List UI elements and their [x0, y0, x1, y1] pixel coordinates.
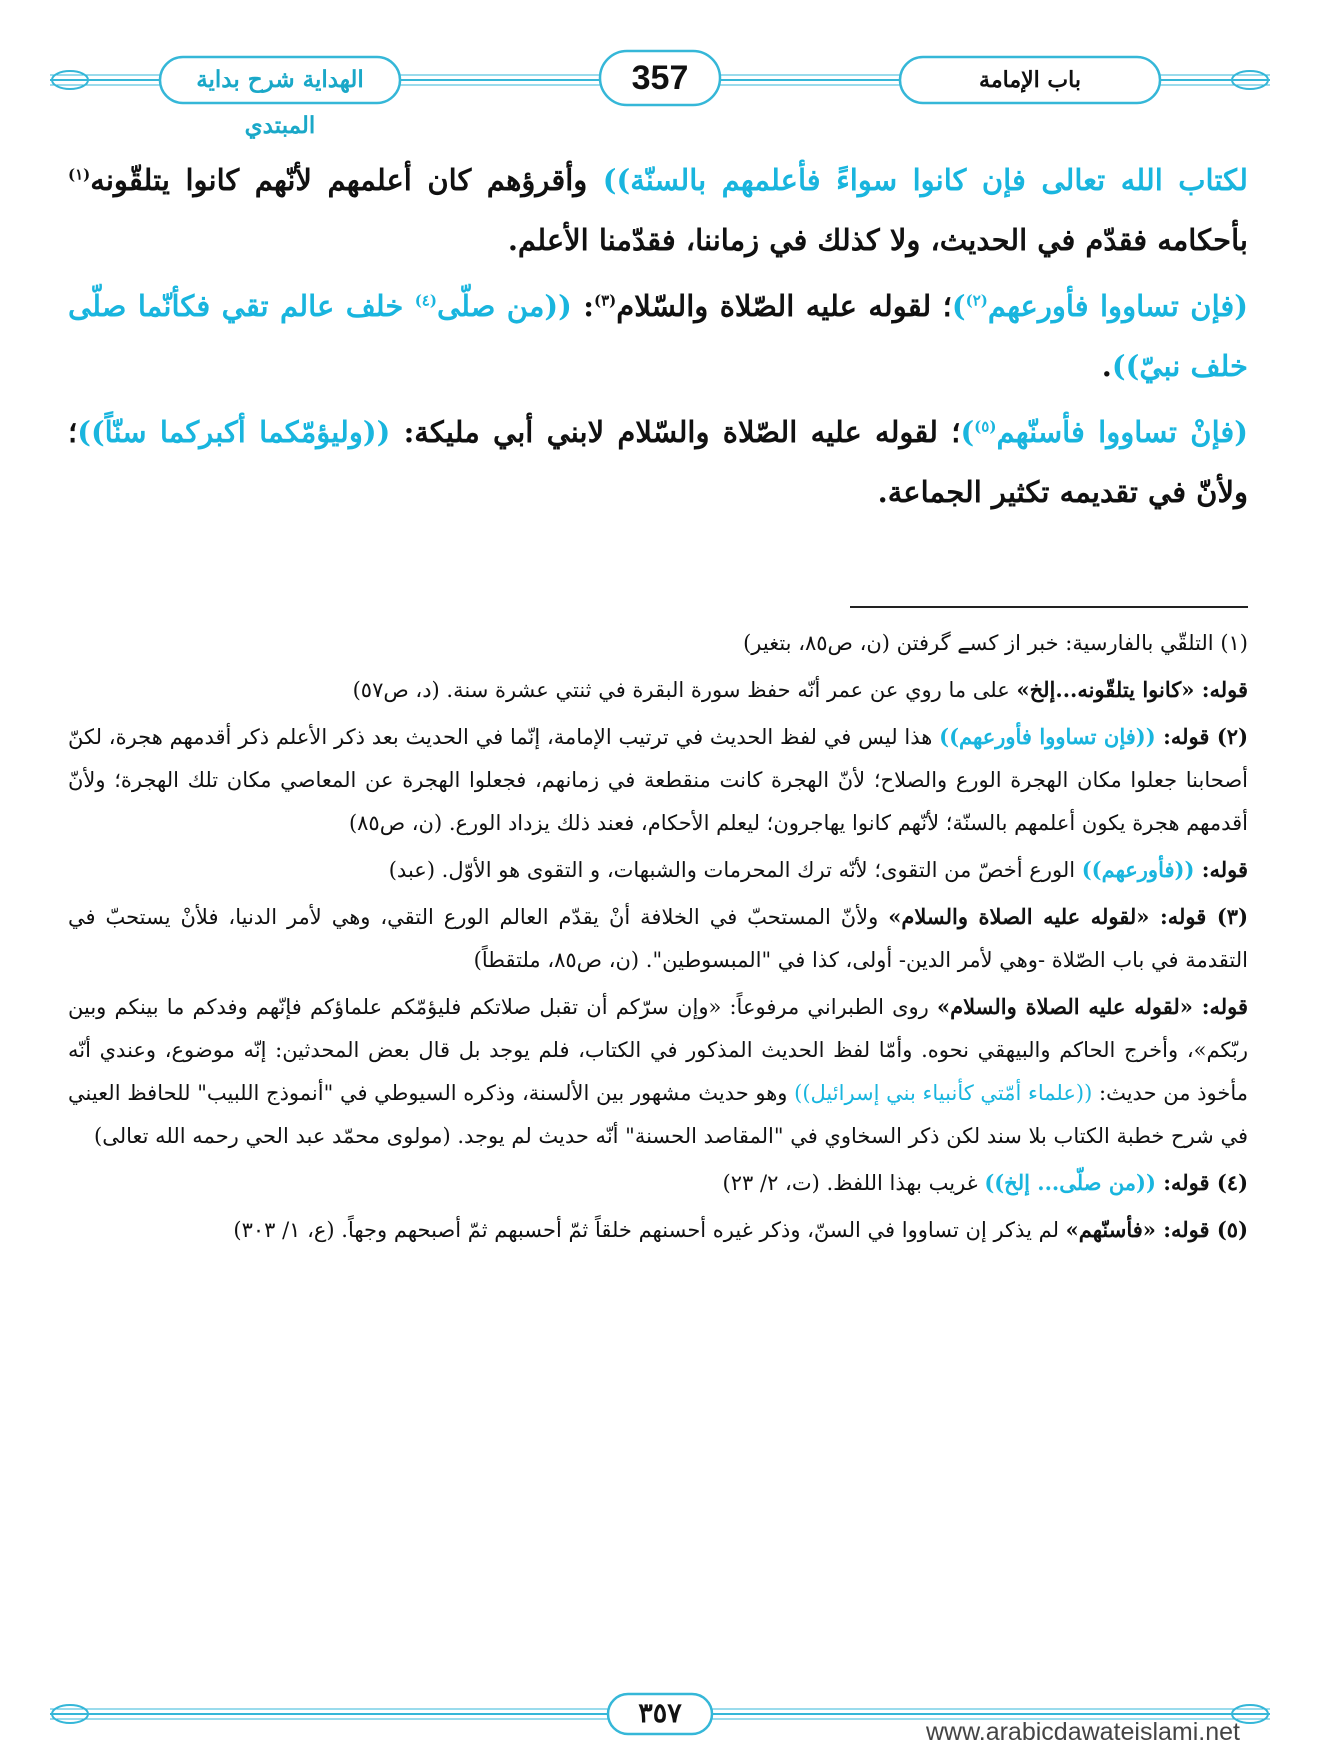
footnote-text: هذا ليس في لفظ الحديث في ترتيب الإمامة، إنّما في الحديث بعد ذكر الأعلم ذكر أقدمهم هجرة، لكنّ أصحابنا جعلوا مكان الهجرة الورع والصلاح؛ لأنّ الهجرة كانت منقطعة في زمانهم، فجعلوا الهجرة عن المعاصي مكان تلك الهجرة؛ ولأنّ أقدمهم هجرة يكون أعلمهم بالسنّة؛ لأنّهم كانوا يهاجرون؛ ليعلم الأحكام، فعند ذلك يزداد الورع. (ن، ص٨٥) [68, 725, 1248, 835]
footnote-quote: ((من صلّى... إلخ)) [984, 1170, 1156, 1195]
page-header [40, 45, 1280, 139]
footnote-text: ولأنّ المستحبّ في الخلافة أنْ يقدّم العالم الورع التقي، وهي لأمر الدنيا، فلأنْ يستحبّ في التقدمة في باب الصّلاة -وهي لأمر الدين- أولى، كذا في "المبسوطين". (ن، ص٨٥، ملتقطاً) [68, 905, 1248, 972]
footnote-text: روى الطبراني مرفوعاً: «وإن سرّكم أن تقبل صلاتكم فليؤمّكم علماؤكم فإنّهم وفدكم ما بينكم وبين ربّكم»، وأخرج الحاكم والبيهقي نحوه. وأمّا لفظ الحديث المذكور في الكتاب، فلم يوجد بل قال بعض المحدثين: إنّه موضوع، وعندي أنّه مأخوذ من حديث: [68, 995, 1248, 1105]
footnote-2-note [68, 848, 1248, 892]
quote-span: ((من صلّى [436, 289, 572, 323]
paragraph-2 [68, 276, 1248, 396]
footnote-5 [68, 1208, 1248, 1252]
footnote-label: قوله: [1194, 857, 1248, 882]
footnote-label: (٢) قوله: [1155, 724, 1248, 749]
footnote-separator [850, 606, 1248, 608]
footnote-ref: (٣) [594, 291, 617, 310]
matn-span: (فإنْ تساووا فأسنّهم [996, 415, 1248, 449]
footnote-ref: (١) [68, 165, 91, 184]
footnote-text: لم يذكر إن تساووا في السنّ، وذكر غيره أحسنهم خلقاً ثمّ أحسبهم ثمّ أصبحهم وجهاً. (ع، ١/ ٣٠٣) [233, 1218, 1066, 1242]
main-text [68, 150, 1248, 528]
footnote-ref: (٥) [974, 417, 997, 436]
footnote-text: الورع أخصّ من التقوى؛ لأنّه ترك المحرمات والشبهات، و التقوى هو الأوّل. (عبد) [388, 858, 1082, 882]
paragraph-1 [68, 150, 1248, 270]
footnote-quote: ((علماء أمّتي كأنبياء بني إسرائيل)) [794, 1081, 1093, 1105]
book-title: الهداية شرح بداية المبتدي [196, 66, 364, 139]
text-span: وأقرؤهم كان أعلمهم لأنّهم كانوا يتلقّونه [90, 163, 603, 197]
footnote-3-note [68, 985, 1248, 1158]
page-number: 357 [631, 59, 689, 97]
footnote-1-note [68, 668, 1248, 712]
matn-span: (فإن تساووا فأورعهم [987, 289, 1248, 323]
website-url: www.arabicdawateislami.net [925, 1718, 1240, 1746]
footnote-text: غريب بهذا اللفظ. (ت، ٢/ ٢٣) [722, 1171, 985, 1195]
footnote-label: (٤) قوله: [1155, 1170, 1248, 1195]
paragraph-3 [68, 402, 1248, 522]
text-span: . [1101, 349, 1112, 383]
text-span: : [571, 289, 594, 323]
footnote-label: قوله: «كانوا يتلقّونه...إلخ» [1016, 677, 1248, 702]
footer-page-number: ٣٥٧ [638, 1698, 682, 1729]
footnote-text: وهو حديث مشهور بين الألسنة، وذكره السيوطي في "أنموذج اللبيب" للحافظ العيني في شرح خطبة الكتاب بلا سند لكن ذكر السخاوي في "المقاصد الحسنة" أنّه حديث لم يوجد. (مولوى محمّد عبد الحي رحمه الله تعالى) [68, 1081, 1248, 1148]
footnotes [68, 622, 1248, 1255]
footnote-text: على ما روي عن عمر أنّه حفظ سورة البقرة في ثنتي عشرة سنة. (د، ص٥٧) [352, 678, 1017, 702]
chapter-title: باب الإمامة [979, 67, 1081, 93]
quote-span: خلف عالم تقي فكأنّما صلّى خلف نبيّ)) [68, 289, 1248, 383]
matn-span: ) [951, 289, 966, 323]
text-span: ؛ لقوله عليه الصّلاة والسّلام [616, 289, 952, 323]
footnote-label: (٥) قوله: «فأسنّهم» [1065, 1217, 1248, 1242]
footnote-1: (١) التلقّي بالفارسية: خبر از كسے گرفتن (ن، ص٨٥، بتغير) [743, 631, 1248, 655]
footnote-3 [68, 895, 1248, 982]
footnote-4 [68, 1161, 1248, 1205]
footnote-ref: (٤) [414, 291, 437, 310]
text-span: ؛ ولأنّ في تقديمه تكثير الجماعة. [68, 415, 1248, 509]
text-span: بأحكامه فقدّم في الحديث، ولا كذلك في زماننا، فقدّمنا الأعلم. [507, 223, 1248, 257]
footnote-quote: ((فإن تساووا فأورعهم)) [939, 724, 1156, 749]
matn-span: ) [960, 415, 975, 449]
footnote-2 [68, 715, 1248, 845]
footnote-label: قوله: «لقوله عليه الصلاة والسلام» [937, 994, 1248, 1019]
footnote-ref: (٢) [965, 291, 988, 310]
quote-span: ((وليؤمّكما أكبركما سنّاً)) [77, 415, 391, 449]
text-span: لكتاب الله تعالى [1025, 163, 1248, 197]
footnote-quote: ((فأورعهم)) [1081, 857, 1195, 882]
text-span: ؛ لقوله عليه الصّلاة والسّلام لابني أبي مليكة: [390, 415, 961, 449]
footnote-label: (٣) قوله: «لقوله عليه الصلاة والسلام» [888, 904, 1248, 929]
quote-span: فإن كانوا سواءً فأعلمهم بالسنّة)) [602, 163, 1026, 197]
